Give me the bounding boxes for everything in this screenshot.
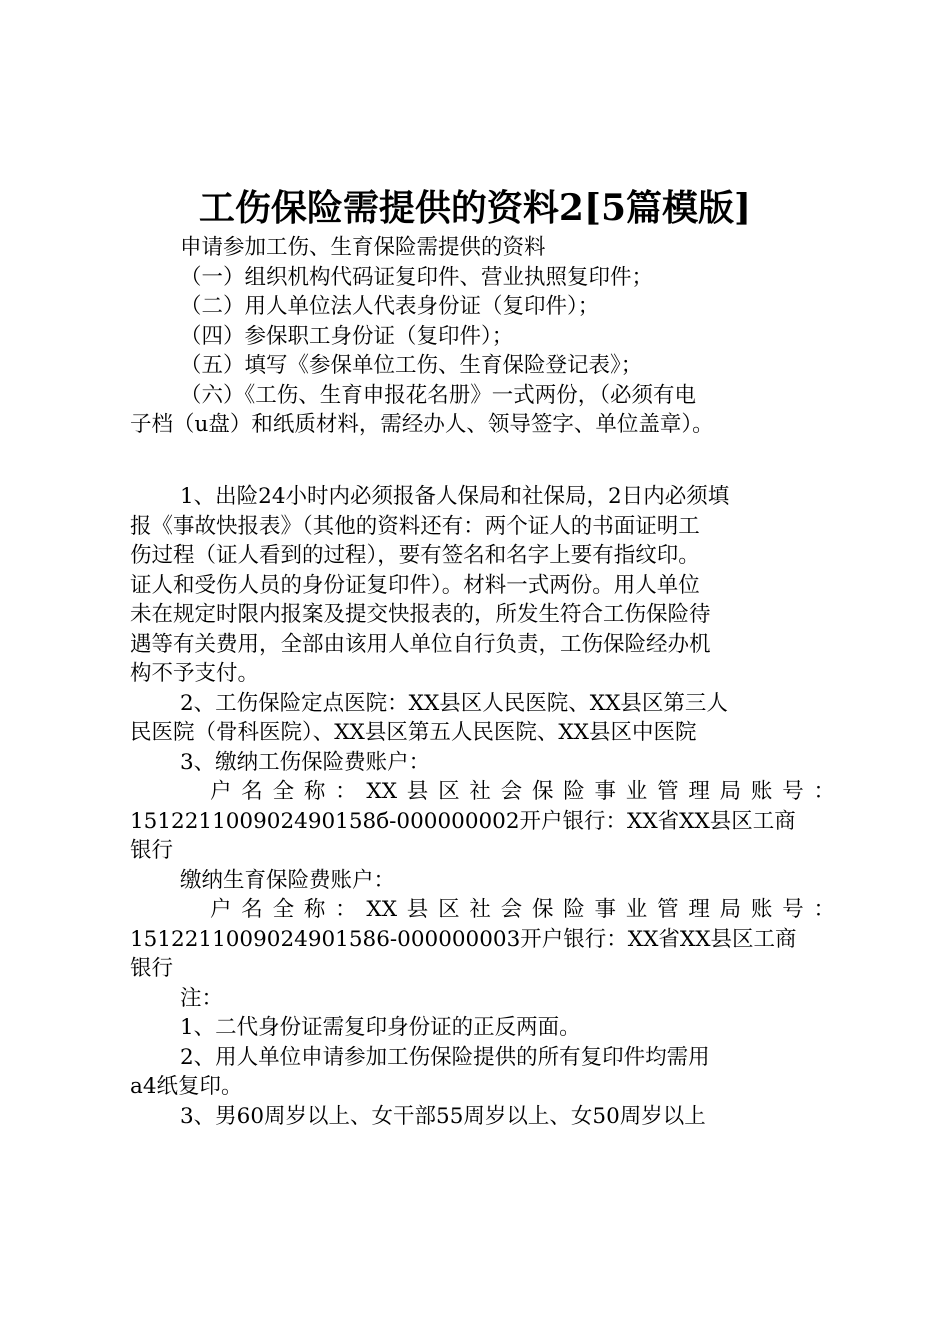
paragraph-line: 未在规定时限内报案及提交快报表的，所发生符合工伤保险待 xyxy=(130,602,711,627)
account-number-line: 151221100902490158б-000000002开户银行：XX省XX县区工商 xyxy=(130,808,796,834)
paragraph-line: 3、缴纳工伤保险费账户： xyxy=(180,749,431,775)
account-name-line: 户名全称：XX县区社会保险事业管理局账号： xyxy=(210,779,835,804)
paragraph-line: 申请参加工伤、生育保险需提供的资料 xyxy=(180,235,546,260)
paragraph-line: a4纸复印。 xyxy=(130,1074,243,1099)
paragraph-line: （二）用人单位法人代表身份证（复印件）； xyxy=(180,294,600,319)
paragraph-line: 3、男60周岁以上、女干部55周岁以上、女50周岁以上 xyxy=(180,1103,706,1129)
paragraph-line: 构不予支付。 xyxy=(130,661,260,686)
paragraph-line: 2、工伤保险定点医院：XX县区人民医院、XX县区第三人 xyxy=(180,690,728,716)
paragraph-line: 1、出险24小时内必须报备人保局和社保局，2日内必须填 xyxy=(180,484,730,509)
account-number-line: 1512211009024901586-000000003开户银行：XX省XX县区工商 xyxy=(130,926,797,952)
paragraph-line: （一）组织机构代码证复印件、营业执照复印件； xyxy=(180,264,654,290)
paragraph-line: （六）《工伤、生育申报花名册》一式两份，（必须有电 xyxy=(180,382,697,408)
paragraph-line: 报《事故快报表》（其他的资料还有：两个证人的书面证明工 xyxy=(130,513,700,539)
account-name-line: 户名全称：XX县区社会保险事业管理局账号： xyxy=(210,897,835,922)
paragraph-line: 银行 xyxy=(130,956,174,981)
paragraph-line: 子档（u盘）和纸质材料，需经办人、领导签字、单位盖章）。 xyxy=(130,412,714,437)
paragraph-line: 2、用人单位申请参加工伤保险提供的所有复印件均需用 xyxy=(180,1044,710,1070)
paragraph-line: 伤过程（证人看到的过程），要有签名和名字上要有指纹印。 xyxy=(130,543,700,568)
paragraph-line: 注： xyxy=(180,985,224,1011)
paragraph-line: 遇等有关费用，全部由该用人单位自行负责，工伤保险经办机 xyxy=(130,631,711,657)
section-procedures xyxy=(130,482,835,1131)
paragraph-line: 证人和受伤人员的身份证复印件）。材料一式两份。用人单位 xyxy=(130,572,700,598)
paragraph-line: （五）填写《参保单位工伤、生育保险登记表》； xyxy=(180,353,643,378)
paragraph-line: （四）参保职工身份证（复印件）； xyxy=(180,323,514,349)
paragraph-line: 缴纳生育保险费账户： xyxy=(180,867,396,893)
paragraph-line: 民医院（骨科医院）、XX县区第五人民医院、XX县区中医院 xyxy=(130,720,697,745)
section-materials-list xyxy=(130,233,835,440)
paragraph-line: 银行 xyxy=(130,838,174,863)
paragraph-line: 1、二代身份证需复印身份证的正反两面。 xyxy=(180,1015,581,1040)
document-title: 工伤保险需提供的资料2[5篇模版] xyxy=(198,187,752,229)
